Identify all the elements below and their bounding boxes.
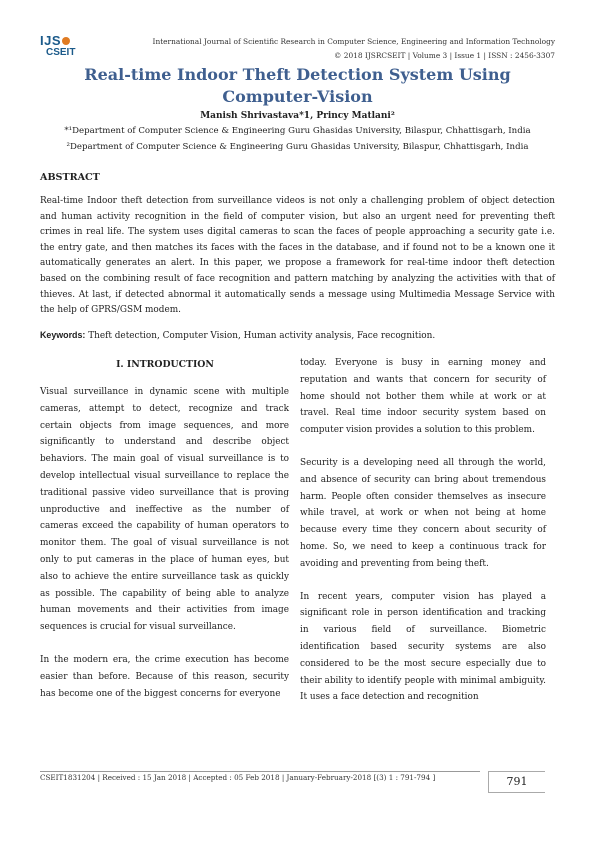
left-paragraph-2: In the modern era, the crime execution has become easier than before. Because of this reason, security has become one of the biggest concerns for everyone — [40, 654, 289, 699]
logo-globe-icon — [62, 37, 70, 45]
affiliation-2: ²Department of Computer Science & Engineering Guru Ghasidas University, Bilaspur, Chhattisgarh, India — [66, 142, 529, 152]
abstract-text: Real-time Indoor theft detection from surveillance videos is not only a challenging problem of object detection and human activity recognition in the field of computer vision, but also an urgent need for preventing theft crimes in real life. The system uses digital cameras to scan the faces of people approaching a security gate i.e. the entry gate, and then matches its faces with the faces in the database, and if found not to be a known one it automatically generates an alert. In this paper, we propose a framework for real-time indoor theft detection based on the combining result of face recognition and pattern matching by analyzing the activities with that of thieves. At last, if detected abnormal it automatically sends a message using Multimedia Message Service with the help of GPRS/GSM modem. — [40, 196, 555, 316]
right-paragraph-1: today. Everyone is busy in earning money and reputation and wants that concern for security of home should not bother them while at work or at travel. Real time indoor security system based on computer vision provides a solution to this problem. — [300, 358, 546, 436]
paper-title: Real-time Indoor Theft Detection System Using Computer-Vision — [84, 65, 511, 106]
abstract-heading: ABSTRACT — [40, 172, 100, 183]
author-list: Manish Shrivastava*1, Princy Matlani² — [200, 111, 395, 121]
journal-name: International Journal of Scientific Research in Computer Science, Engineering and Information Technology — [152, 37, 555, 46]
issue-info: © 2018 IJSRCSEIT | Volume 3 | Issue 1 | ISSN : 2456-3307 — [334, 51, 555, 60]
right-paragraph-3: In recent years, computer vision has played a significant role in person identification and tracking in various field of surveillance. Biometric identification based security systems are also considered to be the most secure especially due to their ability to identify people with minimal ambiguity. It uses a face detection and recognition — [300, 591, 546, 703]
section-heading-introduction: I. INTRODUCTION — [116, 359, 214, 370]
right-column — [300, 355, 546, 706]
affiliation-1: *¹Department of Computer Science & Engineering Guru Ghasidas University, Bilaspur, Chhattisgarh, India — [64, 126, 531, 136]
page-number: 791 — [488, 771, 545, 793]
journal-logo — [40, 34, 80, 64]
keywords-text: Theft detection, Computer Vision, Human activity analysis, Face recognition. — [85, 331, 436, 341]
left-column — [40, 384, 289, 702]
logo-text-bottom: CSEIT — [46, 47, 76, 58]
footer-citation: CSEIT1831204 | Received : 15 Jan 2018 | Accepted : 05 Feb 2018 | January-February-2018 [(3) 1 : 791-794 ] — [40, 773, 436, 782]
keywords — [40, 330, 555, 341]
left-paragraph-1: Visual surveillance in dynamic scene with multiple cameras, attempt to detect, recognize and track certain objects from image sequences, and more significantly to understand and describe object behaviors. The main goal of visual surveillance is to develop intellectual visual surveillance to replace the traditional passive video surveillance that is proving unproductive and ineffective as the number of cameras exceed the capability of human operators to monitor them. The goal of visual surveillance is not only to put cameras in the place of human eyes, but also to achieve the entire surveillance task as quickly as possible. The capability of being able to analyze human movements and their activities from image sequences is crucial for visual surveillance. — [40, 387, 289, 633]
logo-text-top: IJS — [40, 33, 62, 48]
right-paragraph-2: Security is a developing need all through the world, and absence of security can bring about tremendous harm. People often consider themselves as insecure while travel, at work or when not being at home because every time they concern about security of home. So, we need to keep a continuous track for avoiding and preventing from being theft. — [300, 457, 546, 569]
footer-divider — [40, 771, 480, 772]
keywords-label: Keywords: — [40, 330, 86, 340]
